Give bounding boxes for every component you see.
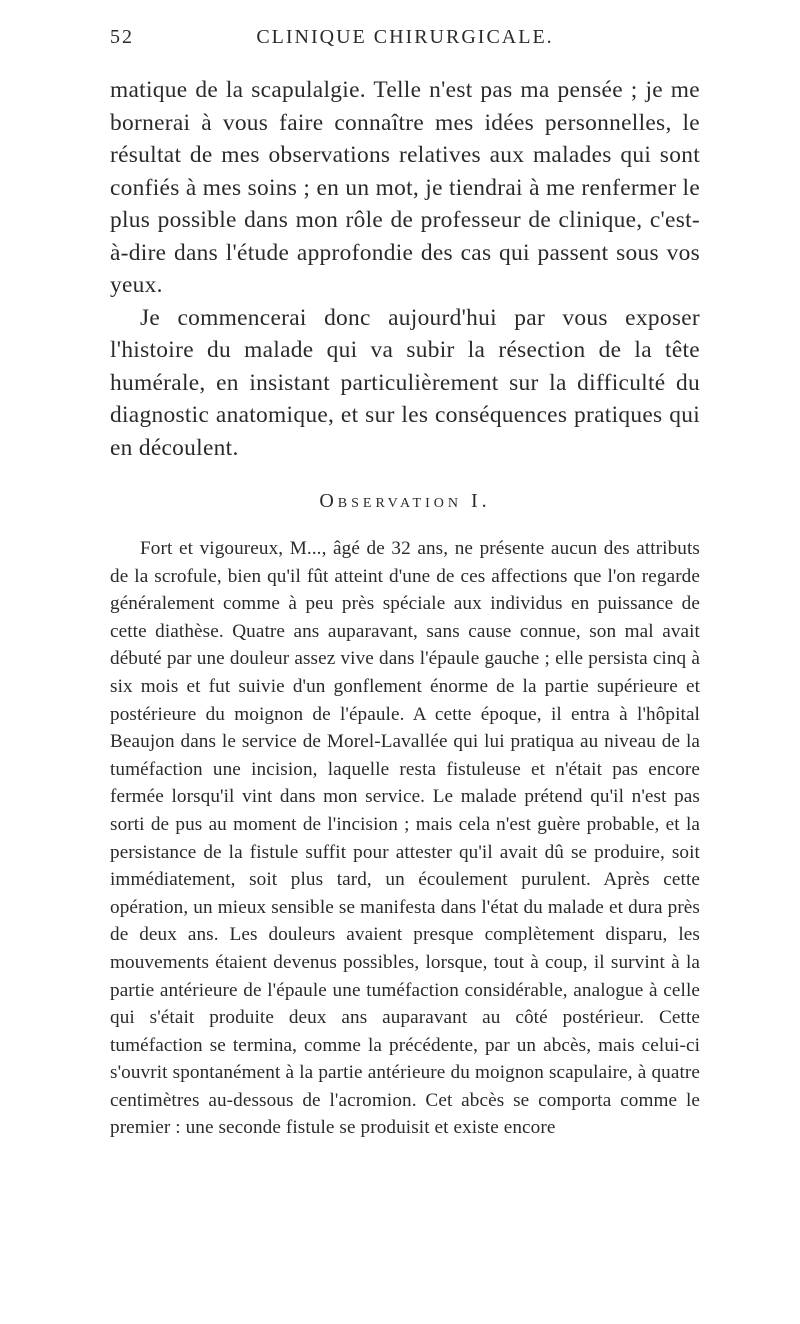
page-number: 52 xyxy=(110,26,134,48)
intro-paragraph-continued: matique de la scapulalgie. Telle n'est pas ma pensée ; je me bornerai à vous faire connaître mes idées personnelles, le résultat de mes observations relatives aux malades qui sont confiés à mes soins ; en un mot, je tiendrai à me renfermer le plus possible dans mon rôle de professeur de clinique, c'est-à-dire dans l'étude approfondie des cas qui passent sous vos yeux. xyxy=(110,77,700,298)
running-head xyxy=(110,26,700,60)
intro-text xyxy=(110,74,700,464)
observation-body: Fort et vigoureux, M..., âgé de 32 ans, ne présente aucun des attributs de la scrofule, bien qu'il fût atteint d'une de ces affections que l'on regarde généralement comme à peu près spéciale aux individus en puissance de cette diathèse. Quatre ans auparavant, sans cause connue, son mal avait débuté par une douleur assez vive dans l'épaule gauche ; elle persista cinq à six mois et fut suivie d'un gonflement énorme de la partie supérieure et postérieure du moignon de l'épaule. A cette époque, il entra à l'hôpital Beaujon dans le service de Morel-Lavallée qui lui pratiqua au niveau de la tuméfaction une incision, laquelle resta fistuleuse et n'était pas encore fermée lorsqu'il vint dans mon service. Le malade prétend qu'il n'est pas sorti de pus au moment de l'incision ; mais cela n'est guère probable, et la persistance de la fistule suffit pour attester qu'il avait dû se produire, soit immédiatement, soit plus tard, un écoulement purulent. Après cette opération, un mieux sensible se manifesta dans l'état du malade et dura près de deux ans. Les douleurs avaient presque complètement disparu, les mouvements étaient devenus possibles, lorsque, tout à coup, il survint à la partie antérieure de l'épaule une tuméfaction considérable, analogue à celle qui s'était produite deux ans auparavant au côté postérieur. Cette tuméfaction se termina, comme la précédente, par un abcès, mais celui-ci s'ouvrit spontanément à la partie antérieure du moignon scapulaire, à quatre centimètres au-dessous de l'acromion. Cet abcès se comporta comme le premier : une seconde fistule se produisit et existe encore xyxy=(110,538,700,1139)
running-title: CLINIQUE CHIRURGICALE. xyxy=(256,26,554,48)
observation-heading: Observation I. xyxy=(319,490,491,512)
intro-paragraph: Je commencerai donc aujourd'hui par vous exposer l'histoire du malade qui va subir la résection de la tête humérale, en insistant particulièrement sur la difficulté du diagnostic anatomique, et sur les conséquences pratiques qui en découlent. xyxy=(110,304,700,461)
book-page xyxy=(110,26,700,1142)
